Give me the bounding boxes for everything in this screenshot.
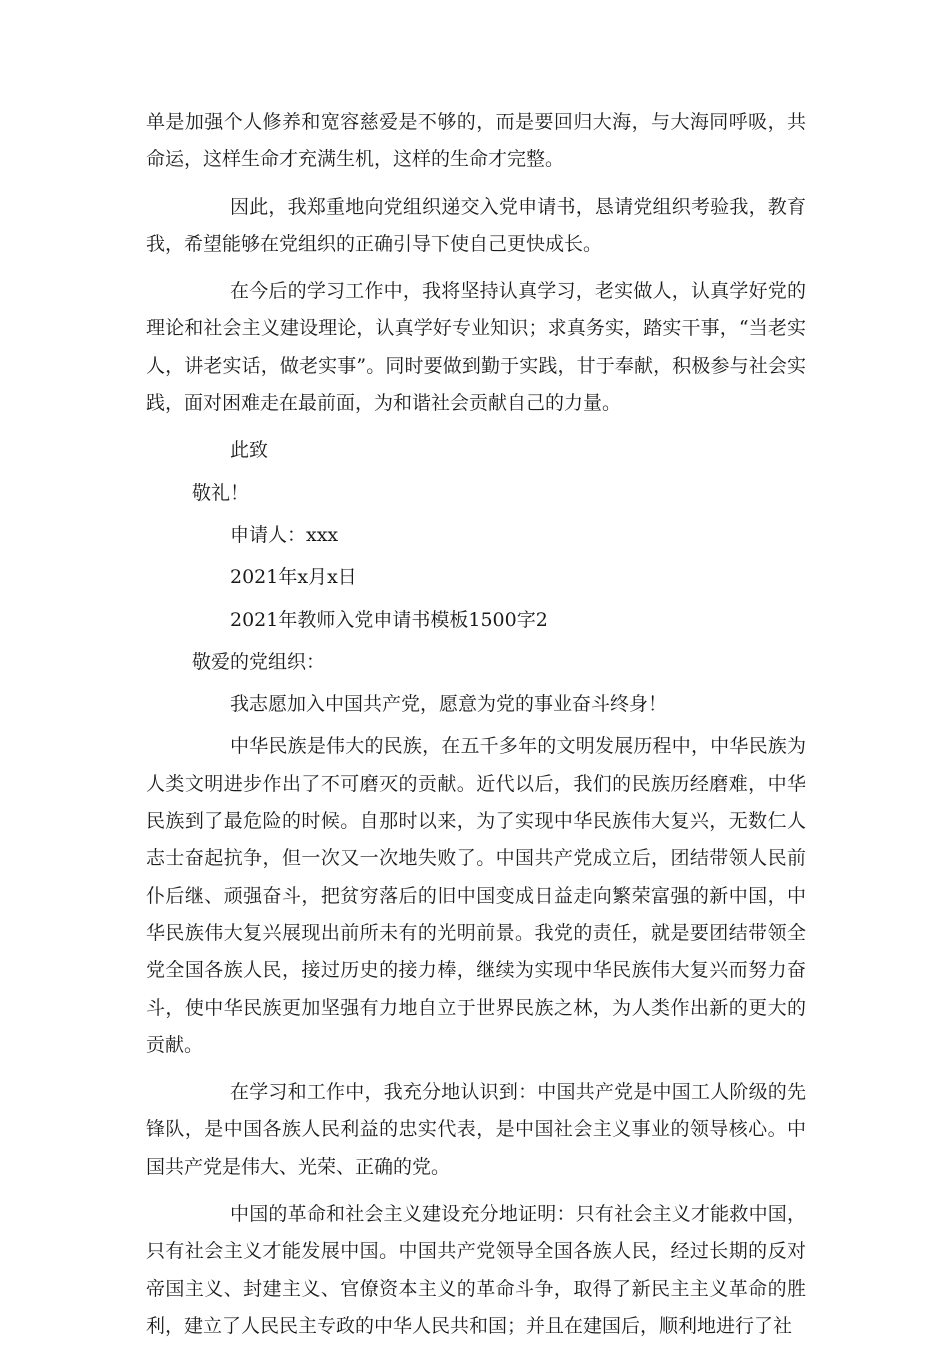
paragraph-1: 单是加强个人修养和宽容慈爱是不够的，而是要回归大海，与大海同呼吸，共命运，这样生命才充满生机，这样的生命才完整。 xyxy=(146,111,806,171)
paragraph-2: 因此，我郑重地向党组织递交入党申请书，恳请党组织考验我，教育我，希望能够在党组织的正确引导下使自己更快成长。 xyxy=(146,195,806,255)
applicant-line: 申请人：xxx xyxy=(230,523,339,546)
closing-jingli: 敬礼！ xyxy=(192,481,250,504)
paragraph-revolution: 中国的革命和社会主义建设充分地证明：只有社会主义才能救中国，只有社会主义才能发展中国。中国共产党领导全国各族人民，经过长期的反对帝国主义、封建主义、官僚资本主义的革命斗争，取得了新民主主义革命的胜利，建立了人民民主专政的中华人民共和国；并且在建国后，顺利地进行了社 xyxy=(146,1203,806,1337)
paragraph-understanding: 在学习和工作中，我充分地认识到：中国共产党是中国工人阶级的先锋队，是中国各族人民利益的忠实代表，是中国社会主义事业的领导核心。中国共产党是伟大、光荣、正确的党。 xyxy=(146,1081,806,1178)
document-page xyxy=(146,104,806,1355)
salutation: 敬爱的党组织： xyxy=(192,650,326,673)
closing-cizhi: 此致 xyxy=(230,439,269,462)
date-line: 2021年x月x日 xyxy=(230,566,357,589)
paragraph-3: 在今后的学习工作中，我将坚持认真学习，老实做人，认真学好党的理论和社会主义建设理论，认真学好专业知识；求真务实，踏实干事，“当老实人，讲老实话，做老实事”。同时要做到勤于实践，甘于奉献，积极参与社会实践，面对困难走在最前面，为和谐社会贡献自己的力量。 xyxy=(146,280,806,415)
paragraph-nation: 中华民族是伟大的民族，在五千多年的文明发展历程中，中华民族为人类文明进步作出了不可磨灭的贡献。近代以后，我们的民族历经磨难，中华民族到了最危险的时候。自那时以来，为了实现中华民族伟大复兴，无数仁人志士奋起抗争，但一次又一次地失败了。中国共产党成立后，团结带领人民前仆后继、顽强奋斗，把贫穷落后的旧中国变成日益走向繁荣富强的新中国，中华民族伟大复兴展现出前所未有的光明前景。我党的责任，就是要团结带领全党全国各族人民，接过历史的接力棒，继续为实现中华民族伟大复兴而努力奋斗，使中华民族更加坚强有力地自立于世界民族之林，为人类作出新的更大的贡献。 xyxy=(146,735,806,1056)
section-title: 2021年教师入党申请书模板1500字2 xyxy=(230,608,548,631)
paragraph-pledge: 我志愿加入中国共产党，愿意为党的事业奋斗终身！ xyxy=(230,693,668,716)
